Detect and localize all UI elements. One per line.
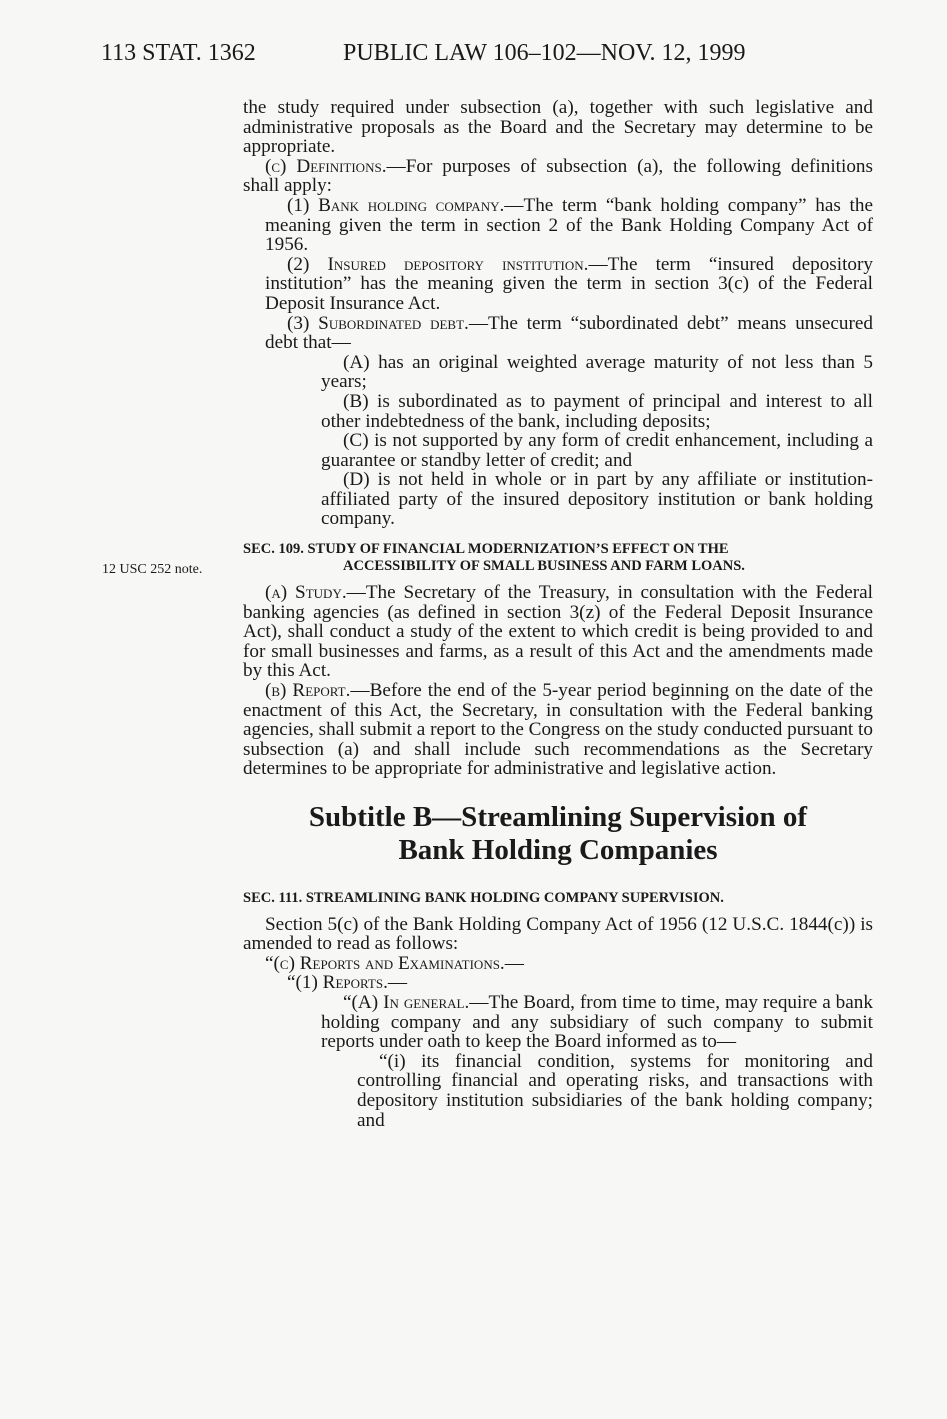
paragraph: the study required under subsection (a), together with such legislative and administrative proposals as the Board and the Secretary may determine to be appropriate. xyxy=(243,97,873,158)
clause-b: (B) is subordinated as to payment of principal and interest to all other indebtedness of the bank, including deposits; xyxy=(321,390,873,432)
text: —The term “insured depository institution” has the meaning given the term in section 3(c) of the Federal Deposit Insurance Act. xyxy=(265,253,873,314)
heading-line: SEC. 109. STUDY OF FINANCIAL MODERNIZATION’S EFFECT ON THE xyxy=(243,541,729,558)
definition-2 xyxy=(243,255,873,314)
subsection-c-reports xyxy=(243,954,873,974)
heading: (1) Bank holding company. xyxy=(287,194,505,216)
subtitle-line: Bank Holding Companies xyxy=(398,834,718,866)
heading: (3) Subordinated debt. xyxy=(287,312,469,334)
text: —The Secretary of the Treasury, in consultation with the Federal banking agencies (as defined in section 3(z) of the Federal Deposit Insurance Act), shall conduct a study of the extent to which credit is being provided to and for small businesses and farms, as a result of this Act and the amendments made by this Act. xyxy=(243,582,874,682)
clause-i: “(i) its financial condition, systems for monitoring and controlling financial and operating risks, and transactions with depository institution subsidiaries of the bank holding company; and xyxy=(357,1050,873,1131)
paragraph-1-reports xyxy=(243,973,873,993)
clause-d: (D) is not held in whole or in part by any affiliate or institution-affiliated party of the insured depository institution or bank holding company. xyxy=(321,469,873,530)
stat-citation: 113 STAT. 1362 xyxy=(101,40,256,66)
paragraph: Section 5(c) of the Bank Holding Company Act of 1956 (12 U.S.C. 1844(c)) is amended to read as follows: xyxy=(243,913,873,955)
heading: (a) Study. xyxy=(265,582,347,604)
subtitle-heading xyxy=(243,801,873,867)
subparagraph-a xyxy=(243,993,873,1052)
heading: (b) Report. xyxy=(265,680,351,702)
text: — xyxy=(387,972,408,994)
text: — xyxy=(504,952,524,974)
clause-c: (C) is not supported by any form of credit enhancement, including a guarantee or standby letter of credit; and xyxy=(321,430,873,471)
clause-a: (A) has an original weighted average maturity of not less than 5 years; xyxy=(321,351,873,393)
heading: (2) Insured depository institution. xyxy=(287,253,589,275)
subsection-b xyxy=(243,681,873,779)
heading-line: ACCESSIBILITY OF SMALL BUSINESS AND FARM LOANS. xyxy=(343,558,745,575)
text: —Before the end of the 5-year period beginning on the date of the enactment of this Act, the Secretary, in consultation with the Federal banking agencies, shall submit a report to the Congress on the study conducted pursuant to subsection (a) and shall include such recommendations as the Secretary determines to be appropriate for administrative and legislative action. xyxy=(243,680,873,780)
heading: “(1) Reports. xyxy=(287,972,388,994)
subtitle-line: Subtitle B—Streamlining Supervision of xyxy=(308,801,808,833)
definition-1 xyxy=(243,196,873,255)
heading: (c) Definitions. xyxy=(265,155,387,177)
definition-3 xyxy=(243,314,873,353)
text: —For purposes of subsection (a), the following definitions shall apply: xyxy=(243,155,873,197)
subsection-a xyxy=(243,583,873,681)
margin-note: 12 USC 252 note. xyxy=(102,562,203,577)
subsection-c xyxy=(243,157,873,196)
document-body xyxy=(243,98,873,1130)
text: —The term “bank holding company” has the meaning given the term in section 2 of the Bank Holding Company Act of 1956. xyxy=(265,194,873,256)
section-109-heading xyxy=(243,541,873,575)
heading: “(c) Reports and Examinations. xyxy=(265,952,505,974)
heading: “(A) In general. xyxy=(343,991,470,1013)
text: —The Board, from time to time, may require a bank holding company and any subsidiary of such company to submit reports under oath to keep the Board informed as to— xyxy=(321,991,873,1053)
public-law-header: PUBLIC LAW 106–102—NOV. 12, 1999 xyxy=(343,40,746,66)
text: —The term “subordinated debt” means unsecured debt that— xyxy=(265,312,873,354)
section-111-heading: SEC. 111. STREAMLINING BANK HOLDING COMPANY SUPERVISION. xyxy=(243,890,724,906)
